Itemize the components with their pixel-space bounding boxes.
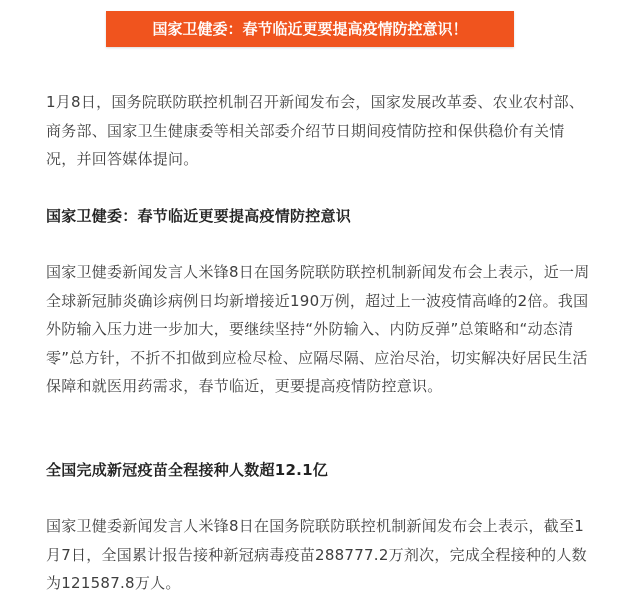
section-heading-vaccination: 全国完成新冠疫苗全程接种人数超12.1亿 [46, 461, 329, 479]
title-banner: 国家卫健委：春节临近更要提高疫情防控意识！ [106, 11, 514, 47]
section-heading-prevention: 国家卫健委：春节临近更要提高疫情防控意识 [46, 207, 352, 225]
prevention-paragraph: 国家卫健委新闻发言人米锋8日在国务院联防联控机制新闻发布会上表示，近一周全球新冠肺炎确诊病例日均新增接近190万例，超过上一波疫情高峰的2倍。我国外防输入压力进一步加大，要继续坚持“外防输入、内防反弹”总策略和“动态清零”总方针，不折不扣做到应检尽检、应隔尽隔、应治尽治，切实解决好居民生活保障和就医用药需求，春节临近，更要提高疫情防控意识。 [46, 263, 590, 395]
vaccination-paragraph: 国家卫健委新闻发言人米锋8日在国务院联防联控机制新闻发布会上表示，截至1月7日，全国累计报告接种新冠病毒疫苗288777.2万剂次，完成全程接种的人数为121587.8万人。 [46, 517, 587, 592]
intro-paragraph: 1月8日，国务院联防联控机制召开新闻发布会，国家发展改革委、农业农村部、商务部、国家卫生健康委等相关部委介绍节日期间疫情防控和保供稳价有关情况，并回答媒体提问。 [46, 93, 585, 168]
